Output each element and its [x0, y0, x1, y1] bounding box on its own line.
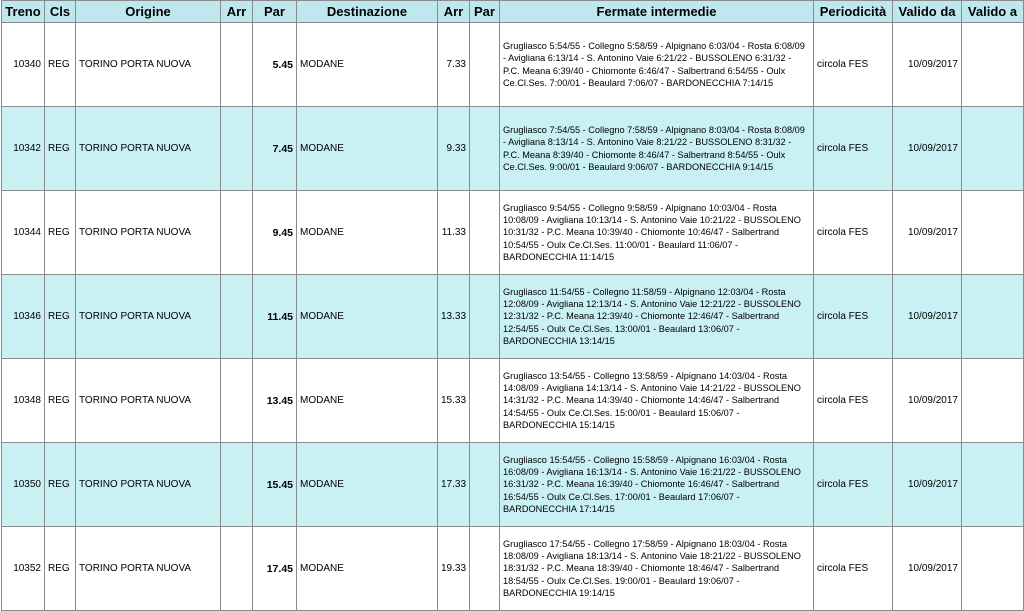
- cell-par-destination: [470, 23, 500, 107]
- col-header-fermate: Fermate intermedie: [500, 1, 814, 23]
- cell-arr-origin: [221, 359, 253, 443]
- cell-valido-da: 10/09/2017: [893, 191, 962, 275]
- cell-arr-destination: 7.33: [438, 23, 470, 107]
- cell-arr-origin: [221, 443, 253, 527]
- cell-treno: 10340: [2, 23, 45, 107]
- cell-treno: 10346: [2, 275, 45, 359]
- cell-arr-destination: 11.33: [438, 191, 470, 275]
- cell-par-destination: [470, 443, 500, 527]
- cell-cls: REG: [45, 191, 76, 275]
- cell-valido-a: [962, 107, 1024, 191]
- cell-valido-da: 10/09/2017: [893, 23, 962, 107]
- cell-destinazione: MODANE: [297, 359, 438, 443]
- col-header-destinazione: Destinazione: [297, 1, 438, 23]
- cell-treno: 10350: [2, 443, 45, 527]
- cell-valido-da: 10/09/2017: [893, 527, 962, 611]
- cell-periodicita: circola FES: [814, 443, 893, 527]
- col-header-cls: Cls: [45, 1, 76, 23]
- col-header-par-origin: Par: [253, 1, 297, 23]
- cell-arr-origin: [221, 191, 253, 275]
- cell-cls: REG: [45, 275, 76, 359]
- cell-valido-a: [962, 527, 1024, 611]
- cell-origine: TORINO PORTA NUOVA: [76, 191, 221, 275]
- cell-arr-origin: [221, 107, 253, 191]
- cell-treno: 10344: [2, 191, 45, 275]
- cell-treno: 10348: [2, 359, 45, 443]
- cell-valido-da: 10/09/2017: [893, 275, 962, 359]
- cell-fermate: Grugliasco 5:54/55 - Collegno 5:58/59 - Alpignano 6:03/04 - Rosta 6:08/09 - Avigliana 6:13/14 - S. Antonino Vaie 6:21/22 - BUSSOLENO 6:31/32 - P.C. Meana 6:39/40 - Chiomonte 6:46/47 - Salbertrand 6:54/55 - Oulx Ce.Cl.Ses. 7:00/01 - Beaulard 7:06/07 - BARDONECCHIA 7:14/15: [500, 23, 814, 107]
- table-row: [2, 191, 1024, 275]
- col-header-valido-a: Valido a: [962, 1, 1024, 23]
- cell-origine: TORINO PORTA NUOVA: [76, 359, 221, 443]
- cell-fermate: Grugliasco 15:54/55 - Collegno 15:58/59 - Alpignano 16:03/04 - Rosta 16:08/09 - Avigliana 16:13/14 - S. Antonino Vaie 16:21/22 - BUSSOLENO 16:31/32 - P.C. Meana 16:39/40 - Chiomonte 16:46/47 - Salbertrand 16:54/55 - Oulx Ce.Cl.Ses. 17:00/01 - Beaulard 17:06/07 - BARDONECCHIA 17:14/15: [500, 443, 814, 527]
- cell-valido-a: [962, 443, 1024, 527]
- table-row: [2, 359, 1024, 443]
- cell-par-origin: 13.45: [253, 359, 297, 443]
- cell-arr-destination: 13.33: [438, 275, 470, 359]
- col-header-origine: Origine: [76, 1, 221, 23]
- cell-origine: TORINO PORTA NUOVA: [76, 527, 221, 611]
- cell-destinazione: MODANE: [297, 527, 438, 611]
- cell-par-origin: 11.45: [253, 275, 297, 359]
- col-header-treno: Treno: [2, 1, 45, 23]
- cell-valido-da: 10/09/2017: [893, 107, 962, 191]
- cell-par-origin: 5.45: [253, 23, 297, 107]
- cell-fermate: Grugliasco 13:54/55 - Collegno 13:58/59 - Alpignano 14:03/04 - Rosta 14:08/09 - Avigliana 14:13/14 - S. Antonino Vaie 14:21/22 - BUSSOLENO 14:31/32 - P.C. Meana 14:39/40 - Chiomonte 14:46/47 - Salbertrand 14:54/55 - Oulx Ce.Cl.Ses. 15:00/01 - Beaulard 15:06/07 - BARDONECCHIA 15:14/15: [500, 359, 814, 443]
- cell-periodicita: circola FES: [814, 107, 893, 191]
- cell-par-destination: [470, 527, 500, 611]
- cell-par-origin: 9.45: [253, 191, 297, 275]
- cell-arr-destination: 15.33: [438, 359, 470, 443]
- cell-origine: TORINO PORTA NUOVA: [76, 107, 221, 191]
- cell-treno: 10342: [2, 107, 45, 191]
- cell-fermate: Grugliasco 9:54/55 - Collegno 9:58/59 - Alpignano 10:03/04 - Rosta 10:08/09 - Avigliana 10:13/14 - S. Antonino Vaie 10:21/22 - BUSSOLENO 10:31/32 - P.C. Meana 10:39/40 - Chiomonte 10:46/47 - Salbertrand 10:54/55 - Oulx Ce.Cl.Ses. 11:00/01 - Beaulard 11:06/07 - BARDONECCHIA 11:14/15: [500, 191, 814, 275]
- header-row: [2, 1, 1024, 23]
- cell-origine: TORINO PORTA NUOVA: [76, 23, 221, 107]
- cell-valido-a: [962, 359, 1024, 443]
- cell-arr-destination: 19.33: [438, 527, 470, 611]
- cell-par-origin: 17.45: [253, 527, 297, 611]
- col-header-periodicita: Periodicità: [814, 1, 893, 23]
- cell-par-destination: [470, 107, 500, 191]
- cell-origine: TORINO PORTA NUOVA: [76, 275, 221, 359]
- cell-par-destination: [470, 359, 500, 443]
- cell-valido-a: [962, 275, 1024, 359]
- cell-periodicita: circola FES: [814, 359, 893, 443]
- cell-valido-da: 10/09/2017: [893, 443, 962, 527]
- cell-arr-destination: 17.33: [438, 443, 470, 527]
- cell-valido-a: [962, 23, 1024, 107]
- cell-periodicita: circola FES: [814, 23, 893, 107]
- cell-par-destination: [470, 275, 500, 359]
- cell-destinazione: MODANE: [297, 275, 438, 359]
- cell-arr-destination: 9.33: [438, 107, 470, 191]
- timetable: [1, 0, 1024, 611]
- cell-cls: REG: [45, 23, 76, 107]
- cell-periodicita: circola FES: [814, 275, 893, 359]
- cell-arr-origin: [221, 275, 253, 359]
- col-header-valido-da: Valido da: [893, 1, 962, 23]
- cell-fermate: Grugliasco 17:54/55 - Collegno 17:58/59 - Alpignano 18:03/04 - Rosta 18:08/09 - Avigliana 18:13/14 - S. Antonino Vaie 18:21/22 - BUSSOLENO 18:31/32 - P.C. Meana 18:39/40 - Chiomonte 18:46/47 - Salbertrand 18:54/55 - Oulx Ce.Cl.Ses. 19:00/01 - Beaulard 19:06/07 - BARDONECCHIA 19:14/15: [500, 527, 814, 611]
- cell-fermate: Grugliasco 7:54/55 - Collegno 7:58/59 - Alpignano 8:03/04 - Rosta 8:08/09 - Avigliana 8:13/14 - S. Antonino Vaie 8:21/22 - BUSSOLENO 8:31/32 - P.C. Meana 8:39/40 - Chiomonte 8:46/47 - Salbertrand 8:54/55 - Oulx Ce.Cl.Ses. 9:00/01 - Beaulard 9:06/07 - BARDONECCHIA 9:14/15: [500, 107, 814, 191]
- col-header-arr-destination: Arr: [438, 1, 470, 23]
- cell-cls: REG: [45, 107, 76, 191]
- cell-valido-a: [962, 191, 1024, 275]
- cell-arr-origin: [221, 23, 253, 107]
- cell-periodicita: circola FES: [814, 527, 893, 611]
- cell-destinazione: MODANE: [297, 443, 438, 527]
- table-row: [2, 23, 1024, 107]
- cell-fermate: Grugliasco 11:54/55 - Collegno 11:58/59 - Alpignano 12:03/04 - Rosta 12:08/09 - Avigliana 12:13/14 - S. Antonino Vaie 12:21/22 - BUSSOLENO 12:31/32 - P.C. Meana 12:39/40 - Chiomonte 12:46/47 - Salbertrand 12:54/55 - Oulx Ce.Cl.Ses. 13:00/01 - Beaulard 13:06/07 - BARDONECCHIA 13:14/15: [500, 275, 814, 359]
- cell-valido-da: 10/09/2017: [893, 359, 962, 443]
- cell-treno: 10352: [2, 527, 45, 611]
- cell-cls: REG: [45, 359, 76, 443]
- cell-par-origin: 7.45: [253, 107, 297, 191]
- cell-periodicita: circola FES: [814, 191, 893, 275]
- cell-par-destination: [470, 191, 500, 275]
- cell-destinazione: MODANE: [297, 107, 438, 191]
- cell-destinazione: MODANE: [297, 23, 438, 107]
- table-row: [2, 527, 1024, 611]
- col-header-par-destination: Par: [470, 1, 500, 23]
- cell-destinazione: MODANE: [297, 191, 438, 275]
- col-header-arr-origin: Arr: [221, 1, 253, 23]
- table-row: [2, 275, 1024, 359]
- table-row: [2, 107, 1024, 191]
- cell-arr-origin: [221, 527, 253, 611]
- table-row: [2, 443, 1024, 527]
- cell-par-origin: 15.45: [253, 443, 297, 527]
- cell-cls: REG: [45, 443, 76, 527]
- cell-cls: REG: [45, 527, 76, 611]
- cell-origine: TORINO PORTA NUOVA: [76, 443, 221, 527]
